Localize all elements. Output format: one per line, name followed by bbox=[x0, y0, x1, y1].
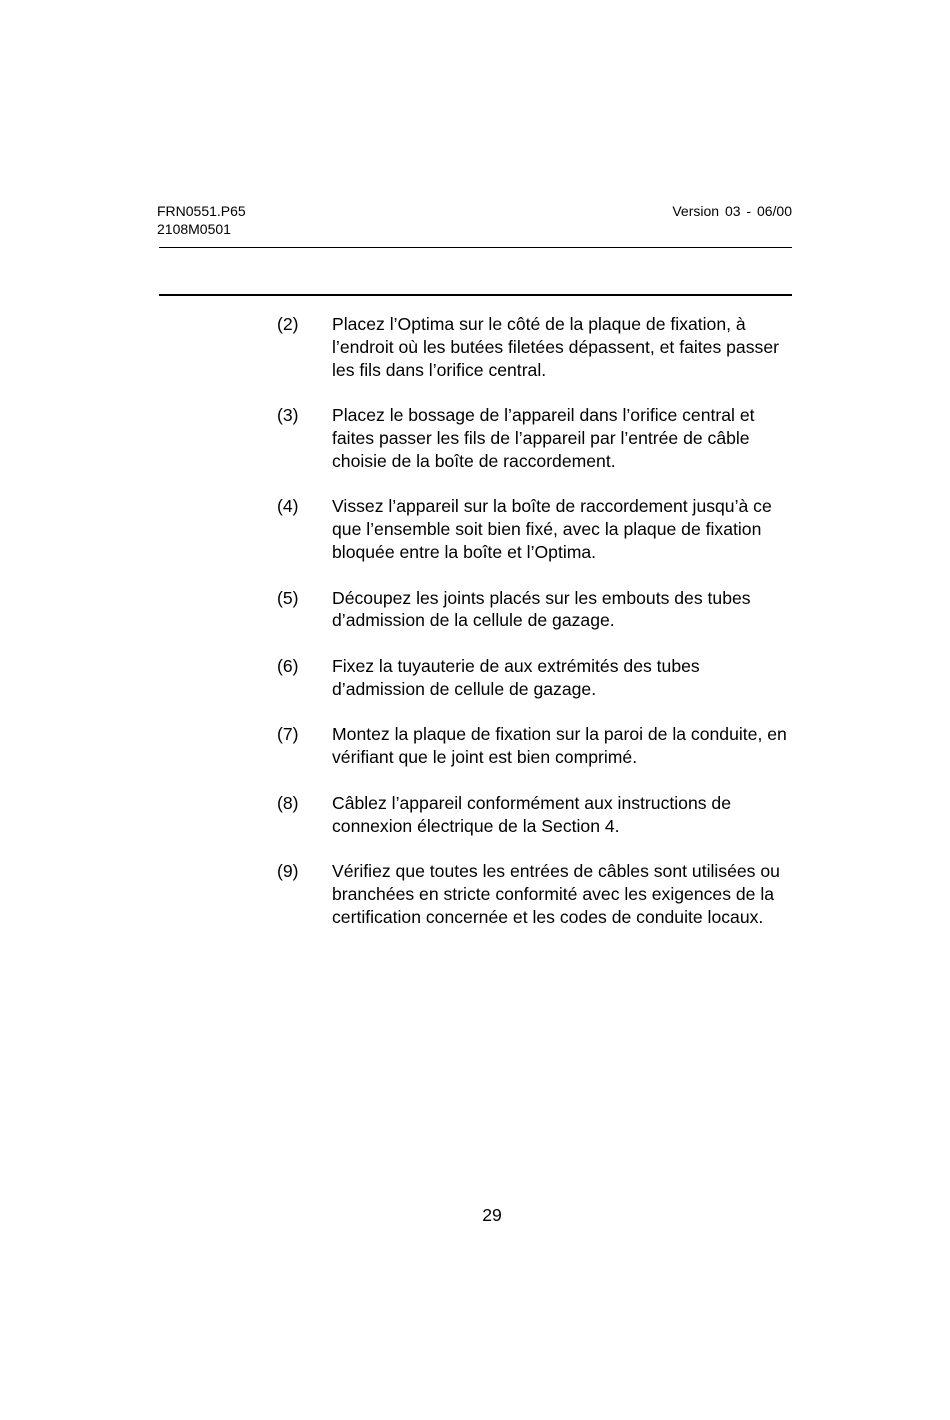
instruction-step bbox=[277, 587, 797, 633]
instruction-step bbox=[277, 655, 797, 701]
page-number: 29 bbox=[482, 1205, 502, 1225]
step-text: Placez le bossage de l’appareil dans l’orifice central et faites passer les fils de l’appareil par l’entrée de câble choisie de la boîte de raccordement. bbox=[332, 405, 755, 471]
step-text: Vissez l’appareil sur la boîte de raccordement jusqu’à ce que l’ensemble soit bien fixé, avec la plaque de fixation bloquée entre la boîte et l’Optima. bbox=[332, 496, 772, 562]
instruction-list bbox=[277, 313, 797, 951]
step-number: (5) bbox=[277, 587, 299, 608]
step-number: (4) bbox=[277, 496, 299, 517]
version-label: Version 03 - 06/00 bbox=[672, 203, 792, 219]
document-header-left bbox=[157, 202, 246, 238]
step-text: Vérifiez que toutes les entrées de câbles sont utilisées ou branchées en stricte conformité avec les exigences de la certification concernée et les codes de conduite locaux. bbox=[332, 861, 780, 927]
instruction-step bbox=[277, 495, 797, 563]
instruction-step bbox=[277, 860, 797, 928]
header-divider bbox=[159, 247, 792, 248]
step-text: Montez la plaque de fixation sur la paroi de la conduite, en vérifiant que le joint est bien comprimé. bbox=[332, 724, 787, 768]
document-code: 2108M0501 bbox=[157, 221, 231, 237]
instruction-step bbox=[277, 792, 797, 838]
step-number: (3) bbox=[277, 405, 299, 426]
step-number: (8) bbox=[277, 792, 299, 813]
file-name: FRN0551.P65 bbox=[157, 203, 246, 219]
step-number: (7) bbox=[277, 724, 299, 745]
content-divider bbox=[159, 294, 792, 296]
step-number: (9) bbox=[277, 861, 299, 882]
step-text: Découpez les joints placés sur les embouts des tubes d’admission de la cellule de gazage. bbox=[332, 587, 751, 631]
step-number: (2) bbox=[277, 314, 299, 334]
instruction-step bbox=[277, 313, 797, 381]
step-text: Câblez l’appareil conformément aux instructions de connexion électrique de la Section 4. bbox=[332, 792, 731, 836]
step-text: Placez l’Optima sur le côté de la plaque de fixation, à l’endroit où les butées filetées dépassent, et faites passer les fils dans l’orifice central. bbox=[332, 314, 779, 380]
step-number: (6) bbox=[277, 655, 299, 676]
instruction-step bbox=[277, 723, 797, 769]
instruction-step bbox=[277, 404, 797, 472]
step-text: Fixez la tuyauterie de aux extrémités des tubes d’admission de cellule de gazage. bbox=[332, 655, 700, 699]
